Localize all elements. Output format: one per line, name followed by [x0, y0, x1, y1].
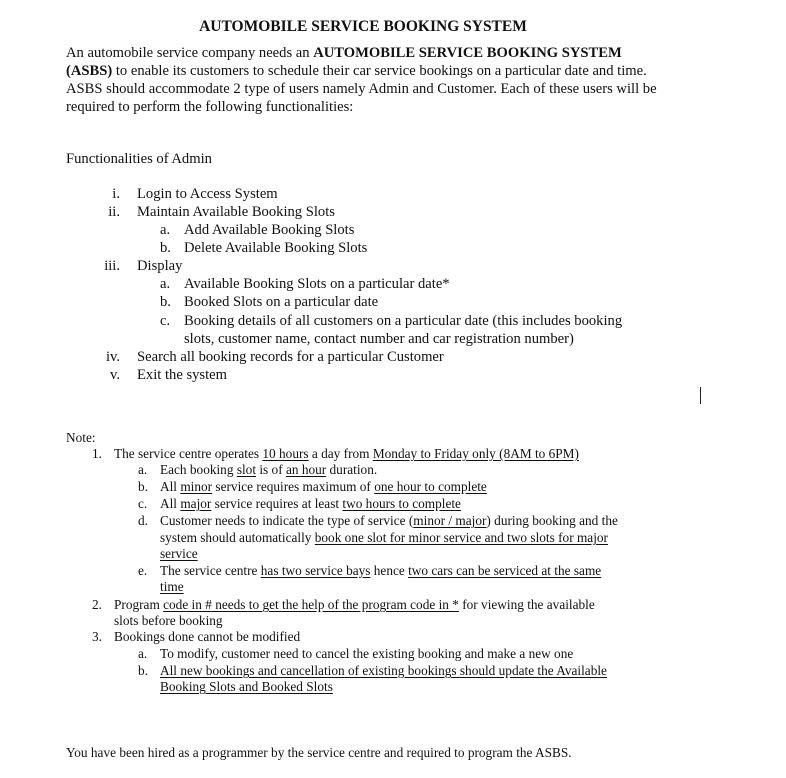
item-number: a.: [160, 276, 171, 292]
note-number: 2.: [92, 597, 102, 612]
item-number: ii.: [108, 204, 120, 220]
list-item-continuation: slots, customer name, contact number and car registration number): [184, 331, 574, 347]
list-item: [90, 185, 278, 203]
list-item: [160, 312, 623, 330]
note-text: All new bookings and cancellation of existing bookings should update the Available: [160, 663, 607, 678]
note-item: [92, 596, 595, 613]
list-item: [90, 203, 335, 221]
closing-paragraph: You have been hired as a programmer by the service centre and required to program the ASBS.: [66, 745, 572, 760]
note-text: All minor service requires maximum of one hour to complete: [160, 479, 487, 494]
item-text: Exit the system: [137, 367, 227, 383]
list-item: [160, 239, 368, 257]
note-text: Each booking slot is of an hour duration.: [160, 462, 378, 477]
note-continuation: service: [160, 546, 198, 561]
list-item: [160, 293, 379, 311]
item-number: c.: [160, 313, 171, 329]
note-number: 3.: [92, 629, 102, 644]
item-text: Delete Available Booking Slots: [184, 240, 368, 256]
note-continuation: Booking Slots and Booked Slots: [160, 679, 333, 694]
note-heading: Note:: [66, 430, 96, 445]
item-text: Maintain Available Booking Slots: [137, 204, 335, 220]
note-subitem: [138, 562, 602, 579]
intro-rest: to enable its customers to schedule their car service bookings on a particular date and time. ASBS should accommodate 2 type of users namely Admin and Customer. Each of these users will be required to perform the following functionalities:: [66, 63, 657, 115]
intro-paragraph: [66, 44, 666, 116]
list-item: [90, 366, 227, 384]
note-text: Program code in # needs to get the help of the program code in * for viewing the available: [114, 597, 595, 612]
note-subitem: [138, 662, 607, 679]
note-letter: b.: [138, 479, 148, 494]
note-text: The service centre has two service bays hence two cars can be serviced at the same: [160, 563, 602, 578]
item-text: Available Booking Slots on a particular date*: [184, 276, 450, 292]
note-continuation: time: [160, 579, 184, 594]
note-item: [92, 445, 579, 462]
note-text: The service centre operates 10 hours a day from Monday to Friday only (8AM to 6PM): [114, 446, 579, 461]
note-letter: c.: [138, 496, 148, 511]
note-subitem: [138, 495, 461, 512]
item-text: Login to Access System: [137, 186, 278, 202]
item-number: iii.: [104, 258, 120, 274]
intro-prefix: An automobile service company needs an: [66, 45, 314, 61]
item-number: i.: [112, 186, 120, 202]
note-letter: a.: [138, 646, 148, 661]
note-continuation: slots before booking: [114, 613, 223, 628]
note-subitem: [138, 461, 378, 478]
item-text: Add Available Booking Slots: [184, 222, 355, 238]
note-continuation: system should automatically book one slot for minor service and two slots for major: [160, 530, 608, 545]
note-number: 1.: [92, 446, 102, 461]
item-text: Booking details of all customers on a particular date (this includes booking: [184, 313, 623, 329]
document-title: AUTOMOBILE SERVICE BOOKING SYSTEM: [199, 18, 527, 35]
item-number: iv.: [105, 349, 120, 365]
item-number: v.: [110, 367, 120, 383]
list-item: [90, 257, 183, 275]
note-text: Bookings done cannot be modified: [114, 629, 301, 644]
note-item: [92, 628, 301, 645]
intro-abbr: (ASBS): [66, 63, 113, 79]
note-subitem: [138, 478, 487, 495]
intro-system-name: AUTOMOBILE SERVICE BOOKING SYSTEM: [313, 45, 622, 61]
item-number: a.: [160, 222, 171, 238]
item-number: b.: [160, 294, 171, 310]
list-item: [160, 221, 355, 239]
item-text: Display: [137, 258, 183, 274]
list-item: [160, 275, 450, 293]
note-text: All major service requires at least two hours to complete: [160, 496, 461, 511]
note-letter: e.: [138, 563, 148, 578]
admin-heading: Functionalities of Admin: [66, 151, 212, 167]
list-item: [90, 348, 444, 366]
text-cursor: [700, 387, 701, 404]
note-subitem: [138, 645, 574, 662]
item-number: b.: [160, 240, 171, 256]
note-text: To modify, customer need to cancel the existing booking and make a new one: [160, 646, 574, 661]
item-text: Booked Slots on a particular date: [184, 294, 379, 310]
note-subitem: [138, 512, 618, 529]
item-text: Search all booking records for a particular Customer: [137, 349, 444, 365]
note-letter: b.: [138, 663, 148, 678]
note-text: Customer needs to indicate the type of service (minor / major) during booking and the: [160, 513, 618, 528]
note-letter: d.: [138, 513, 148, 528]
note-letter: a.: [138, 462, 148, 477]
